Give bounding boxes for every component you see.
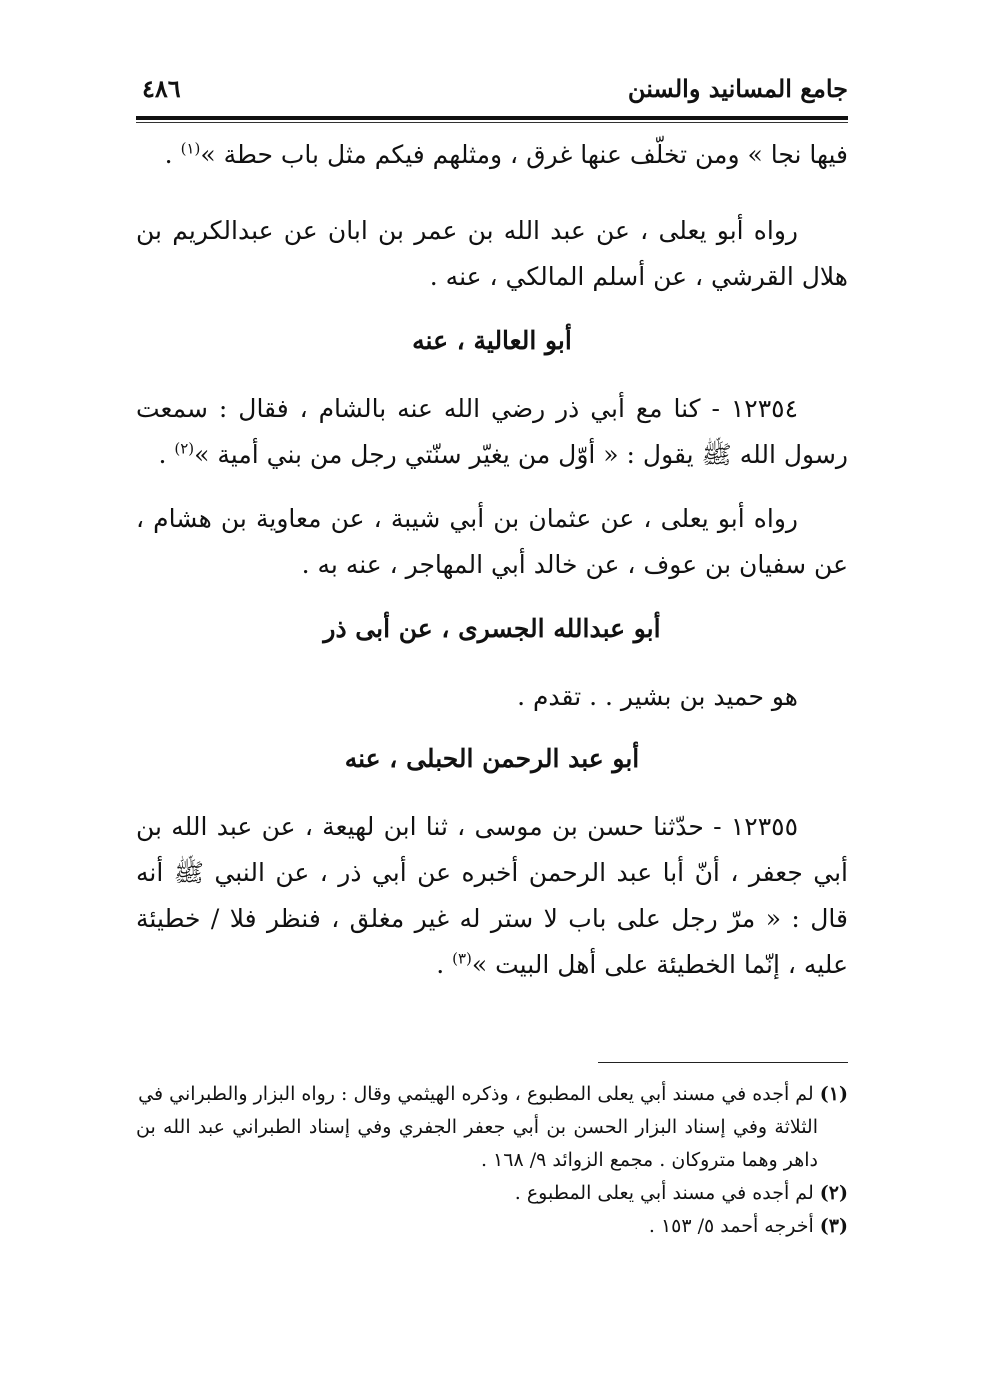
page-number: ٤٨٦ [142,74,181,103]
footnote-ref-2[interactable]: (٢) [174,439,195,458]
paragraph-cross-reference: هو حميد بن بشير . . تقدم . [517,682,798,711]
main-text [136,132,848,1006]
footnote-ref-3[interactable]: (٣) [452,949,472,968]
footnote-number: (٣) [819,1215,848,1237]
footnote-number: (١) [819,1083,848,1105]
footnote-1-continuation: الثلاثة وفي إسناد البزار الحسن بن أبي جعفر الجفري وفي إسناد الطبراني عبد الله بن داهر وهما متروكان . مجمع الزوائد ٩/ ١٦٨ . [136,1116,818,1171]
header-rule-thick [136,116,848,120]
footnote-number: (٢) [819,1182,848,1204]
footnote-ref-1[interactable]: (١) [180,139,201,158]
section-heading-abu-al-aliya: أبو العالية ، عنه [412,326,572,355]
footnotes [136,1078,848,1243]
hadith-12355: ١٢٣٥٥ - حدّثنا حسن بن موسى ، ثنا ابن لهيعة ، عن عبد الله بن أبي جعفر ، أنّ أبا عبد الرحمن أخبره عن أبي ذر ، عن النبي ﷺ أنه قال : « مرّ رجل على باب لا ستر له غير مغلق ، فنظر فلا / خطيئة عليه ، إنّما الخطيئة على أهل البيت »$^{(٣)}$ . [136,812,848,979]
section-heading-abu-abdulrahman: أبو عبد الرحمن الحبلى ، عنه [344,744,640,773]
footnote-separator [598,1062,848,1063]
page-header [136,70,848,110]
running-title: جامع المسانيد والسنن [627,74,848,103]
footnote-2: (٢) لم أجده في مسند أبي يعلى المطبوع . [514,1182,848,1204]
paragraph-narration-2: رواه أبو يعلى ، عن عثمان بن أبي شيبة ، عن معاوية بن هشام ، عن سفيان بن عوف ، عن خالد أبي المهاجر ، عنه به . [136,504,848,579]
hadith-12354: ١٢٣٥٤ - كنا مع أبي ذر رضي الله عنه بالشام ، فقال : سمعت رسول الله ﷺ يقول : « أوّل من يغيّر سنّتي رجل من بني أمية »$^{(٢)}$ . [136,394,848,469]
section-heading-abu-abdullah: أبو عبدالله الجسرى ، عن أبى ذر [323,614,661,643]
page [136,70,848,1370]
footnote-3: (٣) أخرجه أحمد ٥/ ١٥٣ . [648,1215,848,1237]
header-rule-thin [136,122,848,123]
paragraph-narration-1: رواه أبو يعلى ، عن عبد الله بن عمر بن ابان عن عبدالكريم بن هلال القرشي ، عن أسلم المالكي ، عنه . [136,216,848,291]
footnote-1: (١) لم أجده في مسند أبي يعلى المطبوع ، وذكره الهيثمي وقال : رواه البزار والطبراني في [138,1083,848,1105]
paragraph-continuation: فيها نجا » ومن تخلّف عنها غرق ، ومثلهم فيكم مثل باب حطة »$^{(١)}$ . [164,139,848,169]
